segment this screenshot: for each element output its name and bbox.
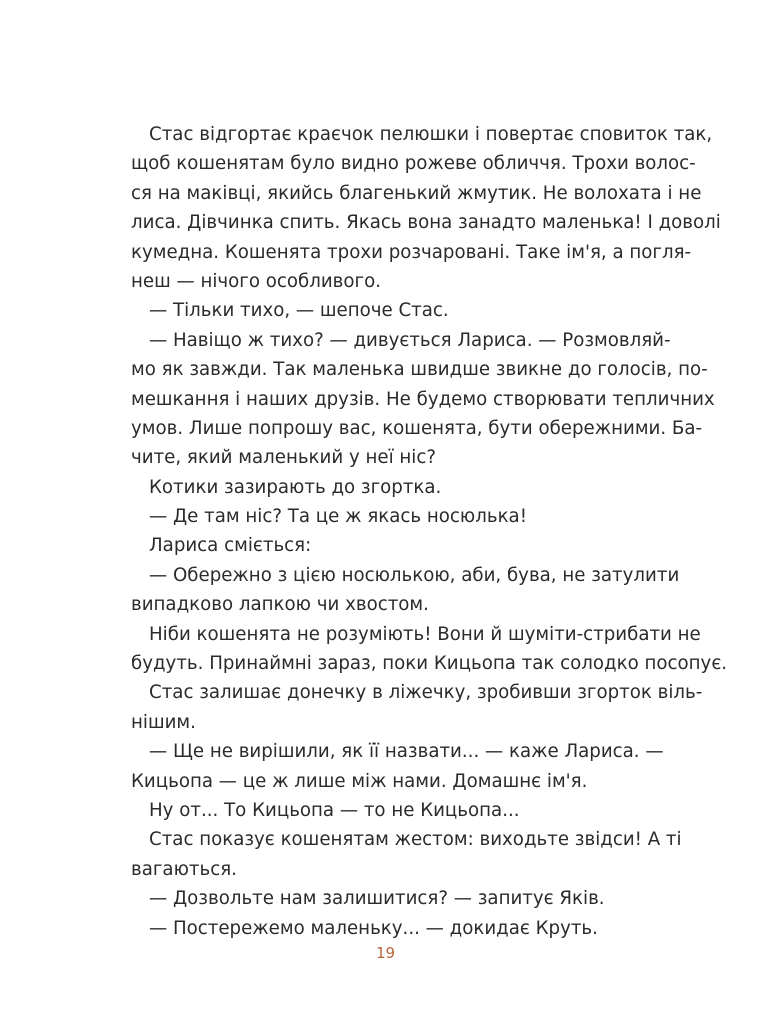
- text-line: нішим.: [131, 711, 196, 733]
- text-line: Стас показує кошенятам жестом: виходьте звідси! А ті: [149, 829, 682, 851]
- text-line: Ніби кошенята не розуміють! Вони й шуміти-стрибати не: [149, 623, 701, 645]
- paragraph: [131, 737, 664, 796]
- text-line: лиса. Дівчинка спить. Якась вона занадто маленька! І доволі: [131, 212, 721, 234]
- text-line: кумедна. Кошенята трохи розчаровані. Таке ім'я, а погля-: [131, 241, 692, 263]
- text-line: умов. Лише попрошу вас, кошенята, бути обережними. Ба-: [131, 417, 703, 439]
- paragraph: [131, 326, 715, 473]
- text-line: Котики зазирають до згортка.: [149, 476, 442, 498]
- page-number: 19: [375, 944, 396, 962]
- paragraph: [131, 914, 598, 943]
- text-line: мешкання і наших друзів. Не будемо створювати тепличних: [131, 388, 715, 410]
- text-line: — Обережно з цією носюлькою, аби, бува, не затулити: [149, 564, 680, 586]
- text-line: Кицьопа — це ж лише між нами. Домашнє ім'я.: [131, 770, 588, 792]
- text-line: — Постережемо маленьку... — докидає Круть.: [149, 917, 598, 939]
- text-line: Стас відгортає краєчок пелюшки і повертає сповиток так,: [149, 124, 713, 145]
- text-line: — Ще не вирішили, як її назвати... — каже Лариса. —: [149, 741, 664, 763]
- text-line: — Навіщо ж тихо? — дивується Лариса. — Розмовляй-: [149, 329, 671, 351]
- text-line: Лариса сміється:: [149, 535, 312, 557]
- paragraph: [131, 884, 605, 913]
- text-line: мо як завжди. Так маленька швидше звикне до голосів, по-: [131, 359, 708, 381]
- text-line: Стас залишає донечку в ліжечку, зробивши згорток віль-: [149, 682, 703, 704]
- paragraph: [131, 120, 721, 296]
- paragraph: [131, 620, 728, 679]
- text-line: ся на маківці, якийсь благенький жмутик. Не волохата і не: [131, 182, 702, 204]
- paragraph: [131, 531, 591, 560]
- paragraph: [131, 502, 591, 531]
- text-line: вагаються.: [131, 858, 237, 880]
- text-line: — Дозвольте нам залишитися? — запитує Яків.: [149, 888, 605, 910]
- paragraph: [131, 473, 591, 502]
- body-text: [131, 120, 728, 943]
- paragraph: [131, 678, 703, 737]
- paragraph: [131, 296, 591, 325]
- paragraph: [131, 796, 591, 825]
- paragraph: [131, 561, 680, 620]
- text-line: — Тільки тихо, — шепоче Стас.: [149, 300, 449, 322]
- text-line: щоб кошенятам було видно рожеве обличчя. Трохи волос-: [131, 153, 696, 175]
- paragraph: [131, 825, 682, 884]
- text-line: будуть. Принаймні зараз, поки Кицьопа так солодко посопує.: [131, 653, 728, 675]
- text-line: неш — нічого особливого.: [131, 270, 381, 292]
- text-line: випадково лапкою чи хвостом.: [131, 594, 429, 616]
- text-line: Ну от... То Кицьопа — то не Кицьопа...: [149, 799, 520, 821]
- text-line: — Де там ніс? Та це ж якась носюлька!: [149, 506, 527, 528]
- text-line: чите, який маленький у неї ніс?: [131, 447, 437, 469]
